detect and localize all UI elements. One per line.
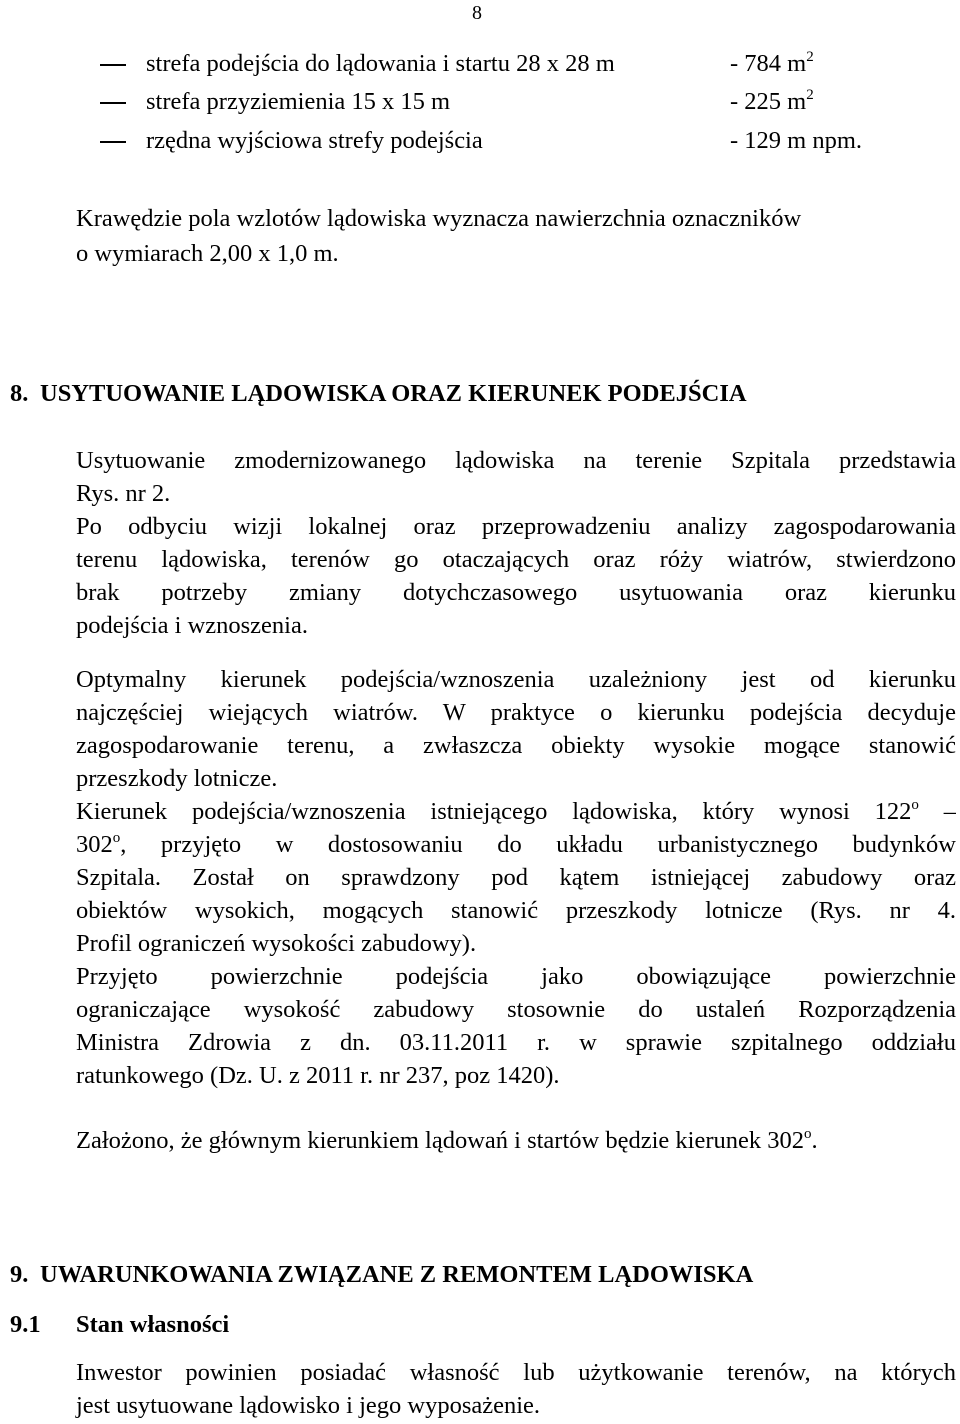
- paragraph-line: jest usytuowane lądowisko i jego wyposażenie.: [76, 1392, 541, 1419]
- paragraph-line: Szpitala. Został on sprawdzony pod kątem istniejącej zabudowy oraz: [76, 864, 956, 891]
- paragraph-line: ograniczające wysokość zabudowy stosownie do ustaleń Rozporządzenia: [76, 996, 956, 1023]
- paragraph-line: Kierunek podejścia/wznoszenia istniejącego lądowiska, który wynosi 122$^o$ –: [76, 798, 956, 825]
- paragraph-line: najczęściej wiejących wiatrów. W praktyce o kierunku podejścia decyduje: [76, 699, 956, 726]
- page-number: 8: [472, 2, 482, 24]
- paragraph-line: brak potrzeby zmiany dotychczasowego usytuowania oraz kierunku: [76, 579, 956, 606]
- paragraph-line: Krawędzie pola wzlotów lądowiska wyznacza nawierzchnia oznaczników: [76, 205, 802, 232]
- subsection-number: 9.1: [10, 1311, 41, 1338]
- paragraph-line: Założono, że głównym kierunkiem lądowań i startów będzie kierunek 302$^o$.: [76, 1126, 818, 1154]
- subsection-title: Stan własności: [76, 1311, 230, 1338]
- paragraph-line: przeszkody lotnicze.: [76, 765, 278, 792]
- dash-bullet: [100, 141, 126, 143]
- paragraph-line: Ministra Zdrowia z dn. 03.11.2011 r. w sprawie szpitalnego oddziału: [76, 1029, 956, 1056]
- dash-bullet: [100, 64, 126, 66]
- list-item-value: - 784 $m^2$: [730, 49, 814, 77]
- list-item-label: rzędna wyjściowa strefy podejścia: [146, 127, 483, 154]
- section-title: USYTUOWANIE LĄDOWISKA ORAZ KIERUNEK PODEJŚCIA: [40, 380, 747, 407]
- dash-bullet: [100, 102, 126, 104]
- section-number: 8.: [10, 380, 29, 407]
- list-item-value: - 225 $m^2$: [730, 87, 814, 115]
- list-item-label: strefa podejścia do lądowania i startu 28 x 28 m: [146, 50, 615, 77]
- paragraph-line: ratunkowego (Dz. U. z 2011 r. nr 237, poz 1420).: [76, 1062, 560, 1089]
- paragraph-line: Usytuowanie zmodernizowanego lądowiska na terenie Szpitala przedstawia: [76, 447, 956, 474]
- paragraph-line: podejścia i wznoszenia.: [76, 612, 308, 639]
- section-number: 9.: [10, 1261, 29, 1288]
- paragraph-line: Po odbyciu wizji lokalnej oraz przeprowadzeniu analizy zagospodarowania: [76, 513, 956, 540]
- paragraph-line: o wymiarach 2,00 x 1,0 m.: [76, 240, 339, 267]
- paragraph-line: Profil ograniczeń wysokości zabudowy).: [76, 930, 477, 957]
- paragraph-line: Inwestor powinien posiadać własność lub użytkowanie terenów, na których: [76, 1359, 956, 1386]
- list-item-value: - 129 m npm.: [730, 127, 863, 154]
- paragraph-line: obiektów wysokich, mogących stanowić przeszkody lotnicze (Rys. nr 4.: [76, 897, 956, 924]
- paragraph-line: 302$^o$, przyjęto w dostosowaniu do układu urbanistycznego budynków: [76, 831, 956, 858]
- paragraph-line: zagospodarowanie terenu, a zwłaszcza obiekty wysokie mogące stanowić: [76, 732, 956, 759]
- paragraph-line: Rys. nr 2.: [76, 480, 171, 507]
- section-title: UWARUNKOWANIA ZWIĄZANE Z REMONTEM LĄDOWISKA: [40, 1261, 754, 1288]
- paragraph-line: Optymalny kierunek podejścia/wznoszenia uzależniony jest od kierunku: [76, 666, 956, 693]
- list-item-label: strefa przyziemienia 15 x 15 m: [146, 88, 451, 115]
- paragraph-line: Przyjęto powierzchnie podejścia jako obowiązujące powierzchnie: [76, 963, 956, 990]
- paragraph-line: terenu lądowiska, terenów go otaczających oraz róży wiatrów, stwierdzono: [76, 546, 956, 573]
